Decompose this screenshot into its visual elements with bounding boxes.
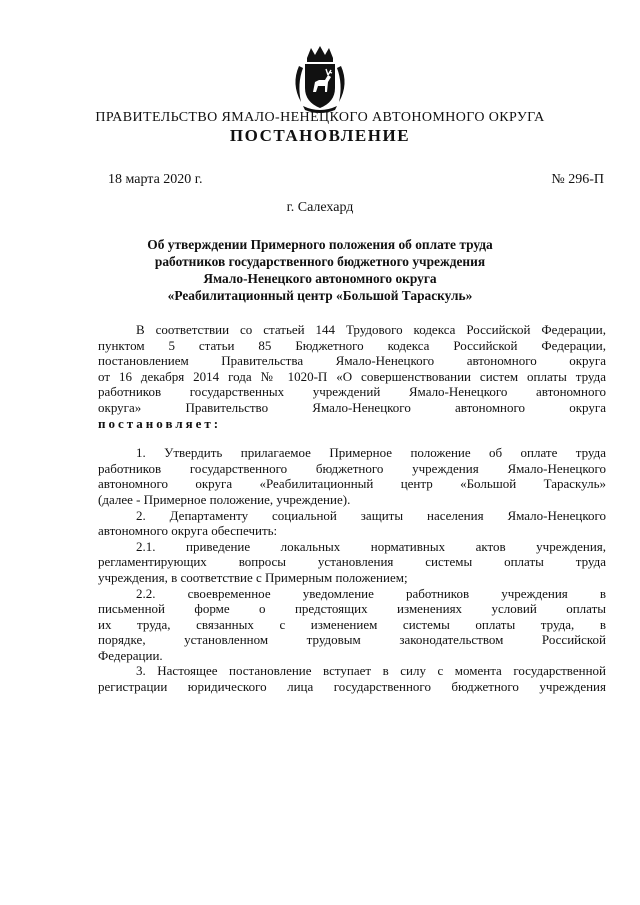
resolves-word: постановляет: bbox=[98, 415, 222, 431]
subject-line: «Реабилитационный центр «Большой Тараскуль» bbox=[167, 288, 473, 303]
subject-line: Ямало-Ненецкого автономного округа bbox=[203, 271, 437, 286]
text-line: регистрации юридического лица государственного бюджетного учреждения bbox=[98, 679, 606, 695]
text-line: от 16 декабря 2014 года № 1020-П «О совершенствовании систем оплаты труда bbox=[98, 368, 606, 384]
text-line: Федерации. bbox=[98, 647, 163, 663]
document-number: № 296-П bbox=[551, 172, 604, 187]
item-1-paragraph bbox=[98, 445, 606, 507]
text-line: 2.1. приведение локальных нормативных актов учреждения, bbox=[136, 538, 606, 554]
document-body bbox=[98, 322, 606, 695]
yamal-coat-of-arms-icon bbox=[285, 44, 355, 114]
item-3-paragraph bbox=[98, 663, 606, 694]
text-line: их труда, связанных с изменением системы оплаты труда, в bbox=[98, 616, 606, 632]
text-line: 3. Настоящее постановление вступает в силу с момента государственной bbox=[136, 663, 606, 679]
text-line: 1. Утвердить прилагаемое Примерное положение об оплате труда bbox=[136, 445, 606, 461]
text-line: регламентирующих вопросы установления системы оплаты труда bbox=[98, 554, 606, 570]
document-date: 18 марта 2020 г. bbox=[108, 172, 203, 187]
document-type-title: ПОСТАНОВЛЕНИЕ bbox=[229, 126, 411, 145]
text-line: письменной форме о предстоящих изменениях условий оплаты bbox=[98, 601, 606, 617]
document-city: г. Салехард bbox=[286, 200, 354, 215]
text-line: округа» Правительство Ямало-Ненецкого автономного округа bbox=[98, 399, 606, 415]
text-line: пунктом 5 статьи 85 Бюджетного кодекса Российской Федерации, bbox=[98, 337, 606, 353]
document-subject bbox=[0, 236, 640, 304]
text-line: автономного округа обеспечить: bbox=[98, 523, 278, 539]
item-2-2-paragraph bbox=[98, 586, 606, 664]
item-2-1-paragraph bbox=[98, 539, 606, 586]
government-title: ПРАВИТЕЛЬСТВО ЯМАЛО-НЕНЕЦКОГО АВТОНОМНОГО ОКРУГА bbox=[95, 110, 545, 125]
text-line: порядке, установленном трудовым законодательством Российской bbox=[98, 632, 606, 648]
text-line: В соответствии со статьей 144 Трудового кодекса Российской Федерации, bbox=[136, 322, 606, 337]
subject-line: Об утверждении Примерного положения об оплате труда bbox=[147, 237, 493, 252]
text-line: автономного округа «Реабилитационный центр «Большой Тараскуль» bbox=[98, 476, 606, 492]
preamble-paragraph bbox=[98, 322, 606, 431]
text-line: постановлением Правительства Ямало-Ненецкого автономного округа bbox=[98, 353, 606, 369]
text-line: 2.2. своевременное уведомление работников учреждения в bbox=[136, 585, 606, 601]
item-2-paragraph bbox=[98, 508, 606, 539]
text-line: 2. Департаменту социальной защиты населения Ямало-Ненецкого bbox=[136, 507, 606, 523]
text-line: учреждения, в соответствие с Примерным положением; bbox=[98, 569, 408, 585]
text-line: (далее - Примерное положение, учреждение). bbox=[98, 491, 351, 507]
text-line: работников государственных учреждений Ямало-Ненецкого автономного bbox=[98, 384, 606, 400]
text-line: работников государственного бюджетного учреждения Ямало-Ненецкого bbox=[98, 460, 606, 476]
subject-line: работников государственного бюджетного учреждения bbox=[154, 254, 486, 269]
